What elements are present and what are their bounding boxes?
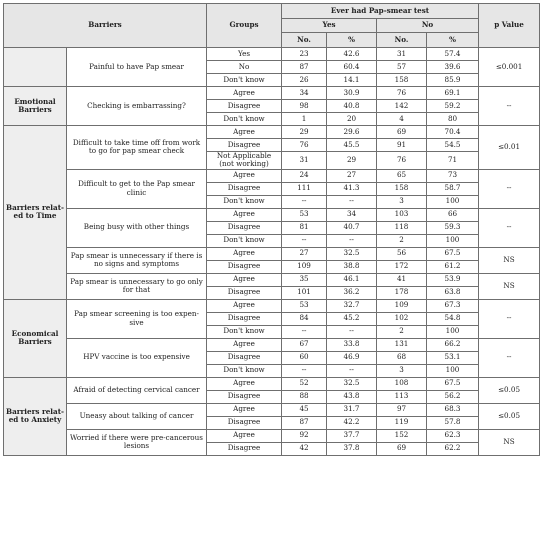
yes-percent-cell: 37.7 (327, 429, 377, 442)
no-percent-cell: 54.8 (427, 312, 479, 325)
table-row (4, 48, 540, 61)
yes-count-cell: 81 (282, 221, 327, 234)
no-count-cell: 118 (377, 221, 427, 234)
no-percent-cell: 69.1 (427, 87, 479, 100)
header-yes: Yes (282, 19, 377, 33)
no-percent-cell: 68.3 (427, 403, 479, 416)
no-percent-cell: 62.3 (427, 429, 479, 442)
table-row (4, 169, 540, 182)
header-yes-percent: % (327, 33, 377, 48)
yes-percent-cell: 30.9 (327, 87, 377, 100)
yes-percent-cell: 33.8 (327, 338, 377, 351)
no-count-cell: 76 (377, 87, 427, 100)
no-count-cell: 109 (377, 299, 427, 312)
header-no: No (377, 19, 479, 33)
no-percent-cell: 100 (427, 325, 479, 338)
no-count-cell: 3 (377, 195, 427, 208)
no-percent-cell: 39.6 (427, 61, 479, 74)
no-percent-cell: 66.2 (427, 338, 479, 351)
table-row (4, 208, 540, 221)
no-percent-cell: 70.4 (427, 126, 479, 139)
yes-percent-cell: 29 (327, 152, 377, 170)
no-percent-cell: 73 (427, 169, 479, 182)
yes-count-cell: -- (282, 195, 327, 208)
group-cell: Disagree (207, 442, 282, 455)
p-value-cell: NS (479, 273, 540, 299)
yes-percent-cell: -- (327, 195, 377, 208)
yes-count-cell: 31 (282, 152, 327, 170)
group-cell: Agree (207, 169, 282, 182)
yes-count-cell: 34 (282, 87, 327, 100)
no-percent-cell: 67.3 (427, 299, 479, 312)
no-percent-cell: 71 (427, 152, 479, 170)
yes-percent-cell: 32.5 (327, 377, 377, 390)
yes-percent-cell: 32.7 (327, 299, 377, 312)
no-count-cell: 91 (377, 139, 427, 152)
yes-percent-cell: 41.3 (327, 182, 377, 195)
no-count-cell: 113 (377, 390, 427, 403)
yes-percent-cell: 27 (327, 169, 377, 182)
header-barriers: Barriers (4, 4, 207, 48)
p-value-cell: ≤0.05 (479, 377, 540, 403)
table-body (4, 48, 540, 456)
no-count-cell: 142 (377, 100, 427, 113)
group-cell: Disagree (207, 312, 282, 325)
barrier-question: Difficult to get to the Pap smear clinic (67, 169, 207, 208)
barrier-category: Economical Barriers (4, 299, 67, 377)
yes-percent-cell: 45.5 (327, 139, 377, 152)
group-cell: Disagree (207, 260, 282, 273)
yes-count-cell: 53 (282, 299, 327, 312)
group-cell: Don't know (207, 325, 282, 338)
no-count-cell: 2 (377, 325, 427, 338)
yes-percent-cell: 14.1 (327, 74, 377, 87)
yes-count-cell: 52 (282, 377, 327, 390)
no-count-cell: 31 (377, 48, 427, 61)
no-count-cell: 108 (377, 377, 427, 390)
group-cell: Agree (207, 247, 282, 260)
table-row (4, 403, 540, 416)
yes-count-cell: 101 (282, 286, 327, 299)
p-value-cell: -- (479, 299, 540, 338)
p-value-cell: NS (479, 429, 540, 455)
no-percent-cell: 58.7 (427, 182, 479, 195)
yes-percent-cell: 42.2 (327, 416, 377, 429)
no-percent-cell: 100 (427, 234, 479, 247)
barrier-question: HPV vaccine is too expensive (67, 338, 207, 377)
yes-percent-cell: 40.7 (327, 221, 377, 234)
barrier-question: Painful to have Pap smear (67, 48, 207, 87)
group-cell: Disagree (207, 390, 282, 403)
no-count-cell: 172 (377, 260, 427, 273)
group-cell: Disagree (207, 286, 282, 299)
no-count-cell: 68 (377, 351, 427, 364)
yes-percent-cell: -- (327, 325, 377, 338)
no-count-cell: 178 (377, 286, 427, 299)
header-groups: Groups (207, 4, 282, 48)
table-row (4, 273, 540, 286)
yes-percent-cell: 34 (327, 208, 377, 221)
no-count-cell: 69 (377, 442, 427, 455)
p-value-cell: ≤0.01 (479, 126, 540, 170)
yes-count-cell: 109 (282, 260, 327, 273)
p-value-cell: -- (479, 87, 540, 126)
no-percent-cell: 56.2 (427, 390, 479, 403)
yes-count-cell: 35 (282, 273, 327, 286)
table-row (4, 87, 540, 100)
barrier-category (4, 48, 67, 87)
no-percent-cell: 100 (427, 195, 479, 208)
yes-percent-cell: 46.9 (327, 351, 377, 364)
group-cell: Disagree (207, 416, 282, 429)
header-no-percent: % (427, 33, 479, 48)
no-percent-cell: 61.2 (427, 260, 479, 273)
group-cell: Agree (207, 87, 282, 100)
yes-count-cell: 92 (282, 429, 327, 442)
yes-count-cell: 23 (282, 48, 327, 61)
yes-count-cell: 27 (282, 247, 327, 260)
yes-count-cell: 67 (282, 338, 327, 351)
yes-count-cell: 87 (282, 416, 327, 429)
group-cell: Yes (207, 48, 282, 61)
no-count-cell: 57 (377, 61, 427, 74)
yes-count-cell: 84 (282, 312, 327, 325)
yes-percent-cell: 29.6 (327, 126, 377, 139)
p-value-cell: ≤0.05 (479, 403, 540, 429)
barrier-question: Uneasy about talking of cancer (67, 403, 207, 429)
no-percent-cell: 67.5 (427, 247, 479, 260)
yes-count-cell: 111 (282, 182, 327, 195)
no-count-cell: 2 (377, 234, 427, 247)
group-cell: Don't know (207, 113, 282, 126)
no-percent-cell: 62.2 (427, 442, 479, 455)
header-p-value: p Value (479, 4, 540, 48)
barrier-question: Pap smear is unnecessary if there is no signs and symptoms (67, 247, 207, 273)
table-row (4, 126, 540, 139)
group-cell: Don't know (207, 74, 282, 87)
p-value-cell: -- (479, 169, 540, 208)
yes-count-cell: 88 (282, 390, 327, 403)
group-cell: Agree (207, 338, 282, 351)
yes-percent-cell: 46.1 (327, 273, 377, 286)
group-cell: Agree (207, 403, 282, 416)
group-cell: Don't know (207, 195, 282, 208)
barriers-table (3, 3, 540, 456)
yes-percent-cell: 31.7 (327, 403, 377, 416)
no-percent-cell: 59.2 (427, 100, 479, 113)
no-percent-cell: 59.3 (427, 221, 479, 234)
group-cell: Disagree (207, 221, 282, 234)
p-value-cell: NS (479, 247, 540, 273)
group-cell: Disagree (207, 351, 282, 364)
yes-percent-cell: 60.4 (327, 61, 377, 74)
group-cell: Not Applicable (not working) (207, 152, 282, 170)
no-percent-cell: 53.1 (427, 351, 479, 364)
group-cell: Disagree (207, 100, 282, 113)
yes-count-cell: 45 (282, 403, 327, 416)
group-cell: Don't know (207, 234, 282, 247)
table-row (4, 299, 540, 312)
no-percent-cell: 63.8 (427, 286, 479, 299)
yes-percent-cell: 37.8 (327, 442, 377, 455)
no-percent-cell: 54.5 (427, 139, 479, 152)
yes-percent-cell: 36.2 (327, 286, 377, 299)
header-ever-had: Ever had Pap-smear test (282, 4, 479, 19)
yes-count-cell: 26 (282, 74, 327, 87)
no-count-cell: 4 (377, 113, 427, 126)
yes-percent-cell: 40.8 (327, 100, 377, 113)
group-cell: Agree (207, 126, 282, 139)
yes-percent-cell: -- (327, 364, 377, 377)
no-percent-cell: 66 (427, 208, 479, 221)
no-percent-cell: 57.4 (427, 48, 479, 61)
group-cell: Agree (207, 299, 282, 312)
no-count-cell: 102 (377, 312, 427, 325)
header-yes-count: No. (282, 33, 327, 48)
header-no-count: No. (377, 33, 427, 48)
table-row (4, 338, 540, 351)
yes-count-cell: 24 (282, 169, 327, 182)
yes-percent-cell: 45.2 (327, 312, 377, 325)
group-cell: Disagree (207, 139, 282, 152)
no-percent-cell: 53.9 (427, 273, 479, 286)
no-count-cell: 97 (377, 403, 427, 416)
yes-percent-cell: 20 (327, 113, 377, 126)
barrier-category: Barriers relat-ed to Time (4, 126, 67, 300)
yes-percent-cell: 43.8 (327, 390, 377, 403)
barrier-question: Difficult to take time off from work to go for pap smear check (67, 126, 207, 170)
no-count-cell: 119 (377, 416, 427, 429)
p-value-cell: ≤0.001 (479, 48, 540, 87)
group-cell: Don't know (207, 364, 282, 377)
no-count-cell: 103 (377, 208, 427, 221)
no-percent-cell: 100 (427, 364, 479, 377)
yes-count-cell: -- (282, 325, 327, 338)
barrier-question: Pap smear is unnecessary to go only for that (67, 273, 207, 299)
p-value-cell: -- (479, 338, 540, 377)
table-row (4, 429, 540, 442)
group-cell: Disagree (207, 182, 282, 195)
barrier-question: Checking is embarrassing? (67, 87, 207, 126)
barrier-question: Pap smear screening is too expen-sive (67, 299, 207, 338)
yes-count-cell: 98 (282, 100, 327, 113)
group-cell: Agree (207, 273, 282, 286)
yes-count-cell: 76 (282, 139, 327, 152)
no-count-cell: 131 (377, 338, 427, 351)
yes-count-cell: 87 (282, 61, 327, 74)
no-count-cell: 69 (377, 126, 427, 139)
yes-percent-cell: -- (327, 234, 377, 247)
yes-count-cell: -- (282, 234, 327, 247)
no-count-cell: 76 (377, 152, 427, 170)
no-count-cell: 152 (377, 429, 427, 442)
yes-count-cell: -- (282, 364, 327, 377)
group-cell: Agree (207, 208, 282, 221)
yes-count-cell: 42 (282, 442, 327, 455)
no-percent-cell: 57.8 (427, 416, 479, 429)
barrier-question: Worried if there were pre-cancerous lesions (67, 429, 207, 455)
no-count-cell: 65 (377, 169, 427, 182)
yes-percent-cell: 38.8 (327, 260, 377, 273)
table-row (4, 247, 540, 260)
yes-percent-cell: 32.5 (327, 247, 377, 260)
yes-percent-cell: 42.6 (327, 48, 377, 61)
p-value-cell: -- (479, 208, 540, 247)
barrier-category: Emotional Barriers (4, 87, 67, 126)
no-percent-cell: 67.5 (427, 377, 479, 390)
group-cell: Agree (207, 377, 282, 390)
table-row (4, 377, 540, 390)
barrier-question: Being busy with other things (67, 208, 207, 247)
no-percent-cell: 85.9 (427, 74, 479, 87)
barrier-question: Afraid of detecting cervical cancer (67, 377, 207, 403)
no-percent-cell: 80 (427, 113, 479, 126)
yes-count-cell: 29 (282, 126, 327, 139)
barrier-category: Barriers relat-ed to Anxiety (4, 377, 67, 455)
no-count-cell: 3 (377, 364, 427, 377)
group-cell: No (207, 61, 282, 74)
yes-count-cell: 60 (282, 351, 327, 364)
no-count-cell: 158 (377, 74, 427, 87)
no-count-cell: 41 (377, 273, 427, 286)
yes-count-cell: 1 (282, 113, 327, 126)
no-count-cell: 56 (377, 247, 427, 260)
no-count-cell: 158 (377, 182, 427, 195)
yes-count-cell: 53 (282, 208, 327, 221)
group-cell: Agree (207, 429, 282, 442)
